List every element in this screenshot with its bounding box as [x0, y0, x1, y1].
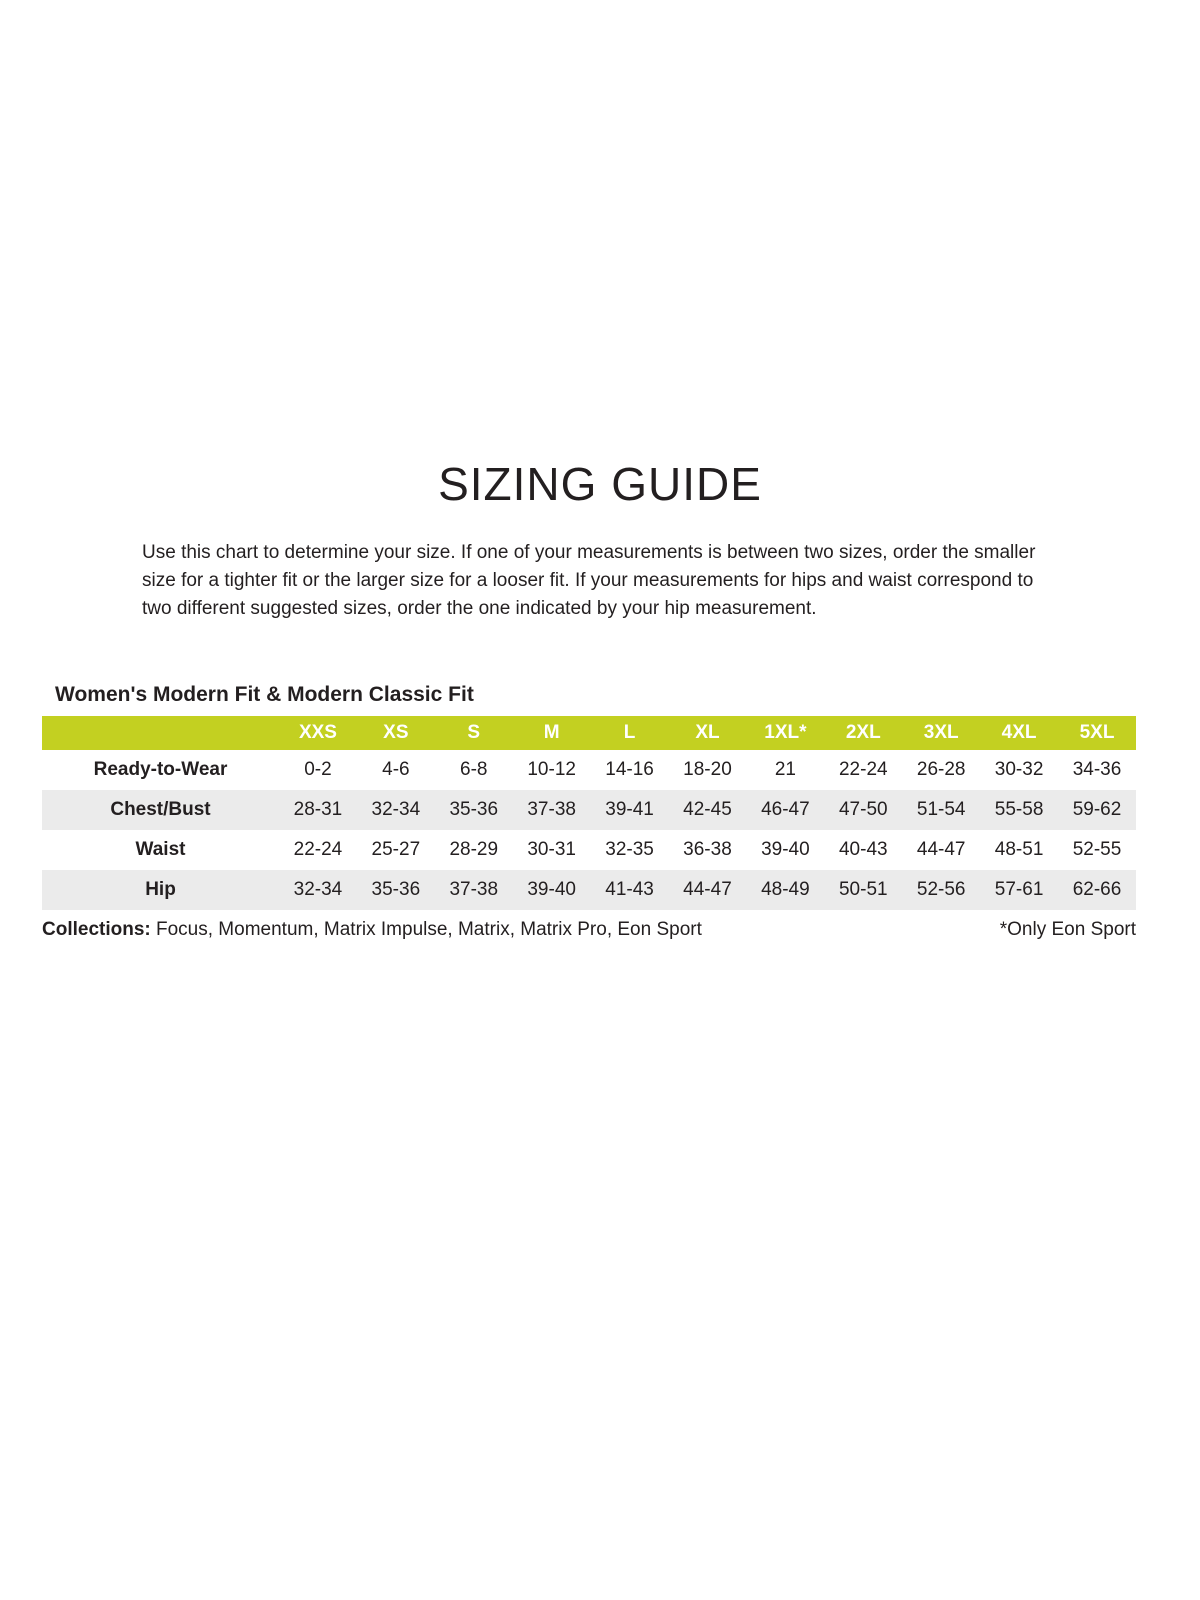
table-cell: 35-36: [371, 878, 421, 900]
table-cell: 4-6: [382, 758, 410, 780]
table-cell: 37-38: [449, 878, 499, 900]
table-cell: 44-47: [916, 838, 966, 860]
table-header-cell: 1XL*: [764, 721, 807, 743]
table-cell: 18-20: [683, 758, 732, 780]
table-cell: 36-38: [683, 838, 732, 860]
size-table: [42, 716, 1136, 910]
table-cell: 32-34: [293, 878, 343, 900]
table-cell: 48-51: [994, 838, 1044, 860]
table-cell: 40-43: [838, 838, 888, 860]
table-cell: 21: [774, 758, 796, 780]
table-header-cell: 2XL: [845, 721, 881, 743]
table-body: [42, 750, 1136, 910]
table-header-cell: XL: [695, 721, 720, 743]
table-cell: 37-38: [527, 798, 576, 820]
table-cell: 34-36: [1072, 758, 1122, 780]
collections-list: Focus, Momentum, Matrix Impulse, Matrix, Matrix Pro, Eon Sport: [150, 918, 702, 940]
table-row: [42, 750, 1136, 790]
table-cell: 39-40: [527, 878, 576, 900]
table-header-cell: M: [543, 721, 560, 743]
table-cell: 52-56: [916, 878, 966, 900]
collections-note: [42, 919, 702, 941]
table-cell: 32-35: [605, 838, 654, 860]
table-cell: 22-24: [293, 838, 343, 860]
table-row: [42, 790, 1136, 830]
table-header-cell: [42, 716, 279, 750]
row-label: Chest/Bust: [110, 798, 211, 820]
table-cell: 14-16: [605, 758, 654, 780]
table-cell: 55-58: [994, 798, 1044, 820]
table-header-cell: 5XL: [1079, 721, 1115, 743]
table-header-cell: XXS: [298, 721, 337, 743]
table-cell: 0-2: [304, 758, 332, 780]
collections-label: Collections:: [42, 918, 151, 940]
table-cell: 6-8: [460, 758, 488, 780]
table-header-cell: S: [467, 721, 481, 743]
table-header-cell: L: [623, 721, 636, 743]
table-cell: 52-55: [1072, 838, 1122, 860]
table-cell: 39-41: [605, 798, 654, 820]
table-cell: 10-12: [527, 758, 576, 780]
table-cell: 47-50: [838, 798, 888, 820]
table-cell: 44-47: [683, 878, 732, 900]
asterisk-footnote: *Only Eon Sport: [999, 918, 1136, 940]
row-label: Ready-to-Wear: [93, 758, 228, 780]
table-cell: 26-28: [916, 758, 966, 780]
table-cell: 28-31: [293, 798, 343, 820]
table-cell: 30-31: [527, 838, 576, 860]
table-header-row: [42, 716, 1136, 750]
row-label: Hip: [145, 878, 176, 900]
table-header-cell: 3XL: [923, 721, 959, 743]
page-title: SIZING GUIDE: [438, 458, 762, 510]
table-cell: 62-66: [1072, 878, 1122, 900]
table-cell: 50-51: [838, 878, 888, 900]
row-label: Waist: [135, 838, 186, 860]
table-cell: 57-61: [994, 878, 1044, 900]
table-footnotes: [42, 919, 1136, 941]
table-cell: 30-32: [994, 758, 1044, 780]
intro-text: Use this chart to determine your size. If one of your measurements is between two sizes, order the smaller size for a tighter fit or the larger size for a looser fit. If your measurements for hips and waist correspond to two different suggested sizes, order the one indicated by your hip measurement.: [142, 541, 1036, 619]
table-row: [42, 830, 1136, 870]
table-row: [42, 870, 1136, 910]
table-cell: 51-54: [916, 798, 966, 820]
section-heading: Women's Modern Fit & Modern Classic Fit: [55, 682, 474, 706]
table-cell: 25-27: [371, 838, 421, 860]
table-cell: 22-24: [838, 758, 888, 780]
table-cell: 48-49: [761, 878, 810, 900]
table-cell: 35-36: [449, 798, 499, 820]
table-header-cell: XS: [383, 721, 409, 743]
table-cell: 32-34: [371, 798, 421, 820]
table-header-cell: 4XL: [1001, 721, 1037, 743]
table-cell: 59-62: [1072, 798, 1122, 820]
table-cell: 39-40: [761, 838, 810, 860]
table-cell: 28-29: [449, 838, 499, 860]
table-cell: 41-43: [605, 878, 654, 900]
table-cell: 46-47: [761, 798, 810, 820]
table-cell: 42-45: [683, 798, 732, 820]
table-head: [42, 716, 1136, 750]
